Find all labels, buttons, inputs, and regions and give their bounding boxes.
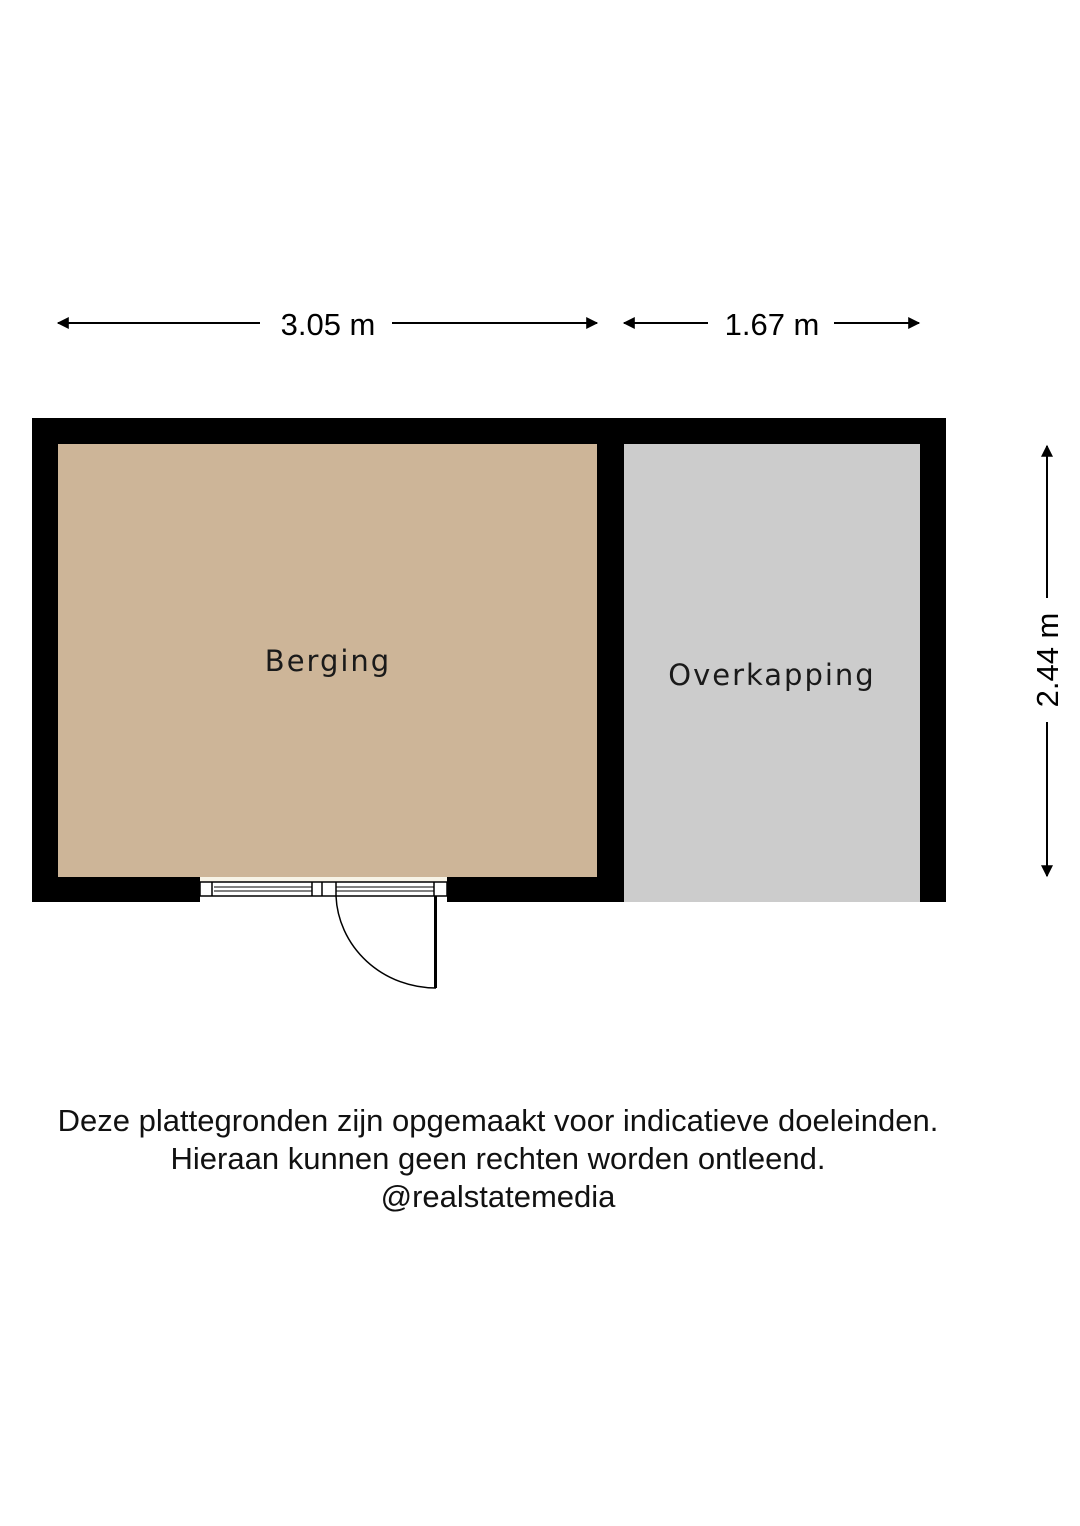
wall-bottom-right — [447, 877, 624, 902]
wall-bottom-left — [32, 877, 200, 902]
door-swing-arc — [336, 896, 436, 988]
door-opening — [200, 877, 447, 896]
room-label-berging: Berging — [264, 644, 392, 678]
wall-top — [32, 418, 946, 444]
disclaimer-line-1: Deze plattegronden zijn opgemaakt voor indicatieve doeleinden. — [57, 1103, 939, 1138]
disclaimer-line-2: Hieraan kunnen geen rechten worden ontleend. — [170, 1141, 826, 1176]
wall-divider — [597, 418, 624, 902]
dimension-depth — [1030, 446, 1065, 876]
wall-right — [920, 418, 946, 902]
room-label-overkapping: Overkapping — [668, 658, 876, 692]
dimension-label-width-overkapping: 1.67 m — [724, 307, 820, 342]
wall-left — [32, 418, 58, 902]
dimension-width-berging — [58, 307, 597, 342]
dimension-label-depth: 2.44 m — [1030, 612, 1065, 708]
disclaimer-watermark: @realstatemedia — [380, 1179, 616, 1214]
dimension-label-width-berging: 3.05 m — [280, 307, 376, 342]
dimension-width-overkapping — [624, 307, 919, 342]
disclaimer — [0, 1102, 996, 1216]
door-leaf — [434, 896, 437, 988]
door-swing — [336, 896, 437, 988]
